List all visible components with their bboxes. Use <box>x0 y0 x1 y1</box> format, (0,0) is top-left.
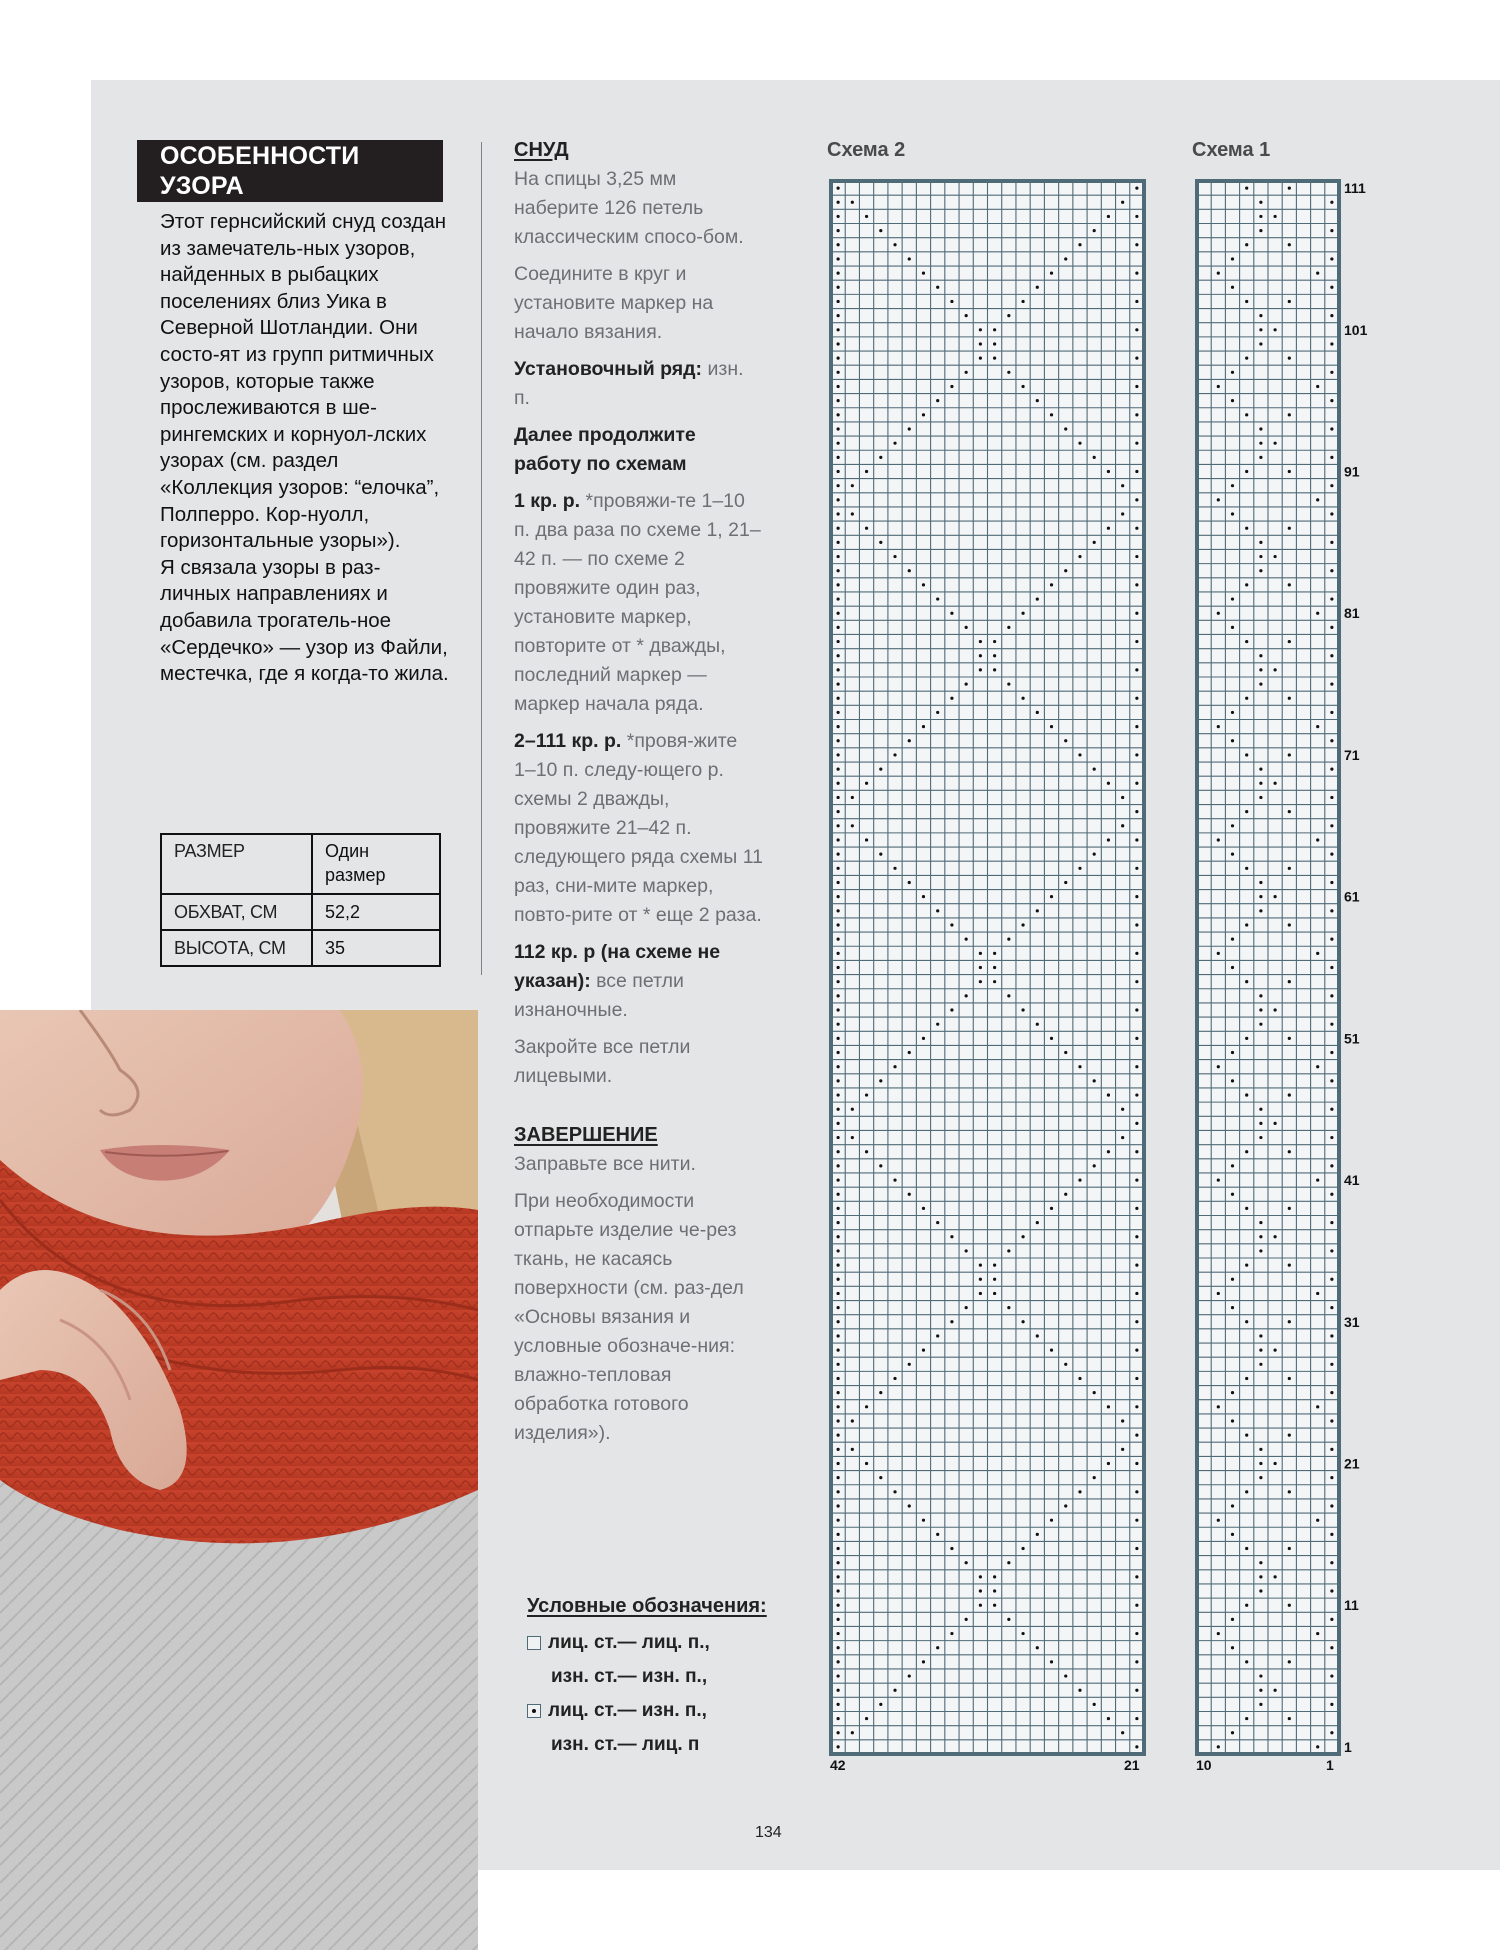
legend-purl-line2: изн. ст.— лиц. п <box>551 1734 700 1755</box>
height-label: ВЫСОТА, СМ <box>161 930 312 966</box>
snood-p8: Закройте все петли лицевыми. <box>514 1036 691 1087</box>
chart2-col-left: 42 <box>830 1757 846 1773</box>
size-header-label: РАЗМЕР <box>161 834 312 894</box>
size-header-value: Один размер <box>312 834 440 894</box>
finishing-p1: Заправьте все нити. <box>514 1153 696 1175</box>
chart2-col-right: 21 <box>1124 1757 1140 1773</box>
chart1-row-labels <box>1344 180 1368 1755</box>
row-label: 61 <box>1344 888 1360 905</box>
row1-text: *провяжи-те 1–10 п. два раза по схеме 1, 21–42 п. — по схеме 2 провяжите один раз, установите маркер, повторите от * дважды, последний маркер — маркер начала ряда. <box>514 490 761 715</box>
chart2-title: Схема 2 <box>827 139 906 161</box>
legend-purl-line1: лиц. ст.— изн. п., <box>548 1700 707 1721</box>
row-label: 21 <box>1344 1455 1360 1472</box>
row-label: 41 <box>1344 1172 1360 1189</box>
height-value: 35 <box>312 930 440 966</box>
row-label: 101 <box>1344 321 1368 338</box>
legend-knit-line2: изн. ст.— изн. п., <box>551 1666 708 1687</box>
page-number: 134 <box>755 1824 782 1841</box>
features-heading: ОСОБЕННОСТИ УЗОРА <box>137 140 443 202</box>
chart1-grid <box>1197 181 1339 1754</box>
row-label: 31 <box>1344 1313 1360 1330</box>
girth-label: ОБХВАТ, СМ <box>161 894 312 930</box>
chart2-grid <box>831 181 1144 1754</box>
row-label: 111 <box>1344 180 1366 197</box>
model-photo <box>0 1010 478 1950</box>
finishing-heading: ЗАВЕРШЕНИЕ <box>514 1124 658 1146</box>
legend-knit-line1: лиц. ст.— лиц. п., <box>548 1632 710 1653</box>
legend-title: Условные обозначения: <box>527 1595 767 1617</box>
features-paragraph: Этот гернсийский снуд создан из замечатель-ных узоров, найденных в рыбацких поселениях близ Уика в Северной Шотландии. Они состо-ят из групп ритмичных узоров, которые также прослеживаются в ше-рингемских и корнуол-лских узорах (см. раздел «Коллекция узоров: “елочка”, Полперро. Кор-нуолл, горизонтальные узоры»). <box>160 210 447 553</box>
finishing-p2: При необходимости отпарьте изделие че-рез ткань, не касаясь поверхности (см. раз-дел «Основы вязания и условные обозначе-ния: влажно-тепловая обработка готового изделия»). <box>514 1190 744 1444</box>
rows2-111-text: *провя-жите 1–10 п. следу-ющего р. схемы 2 дважды, провяжите 21–42 п. следующего ряда схемы 11 раз, сни-мите маркер, повто-рите от * еще 2 раза. <box>514 730 763 926</box>
features-paragraph-2: Я связала узоры в раз-личных направлениях и добавила трогатель-ное «Сердечко» — узор из Файли, местечка, где я когда-то жила. <box>160 555 449 686</box>
row-label: 1 <box>1344 1738 1352 1755</box>
row-label: 51 <box>1344 1030 1360 1047</box>
row112-text: все петли изнаночные. <box>514 970 684 1021</box>
chart1-title: Схема 1 <box>1192 139 1271 161</box>
snood-p2: Соедините в круг и установите маркер на начало вязания. <box>514 263 714 343</box>
row112-label: 112 кр. р (на схеме не указан): <box>514 941 721 992</box>
chart1-col-left: 10 <box>1196 1757 1212 1773</box>
snood-p1: На спицы 3,25 мм наберите 126 петель классическим спосо-бом. <box>514 168 744 248</box>
setup-row-label: Установочный ряд: <box>514 358 703 380</box>
girth-value: 52,2 <box>312 894 440 930</box>
rows2-111-label: 2–111 кр. р. <box>514 730 622 752</box>
setup-row-text: изн. п. <box>514 358 744 409</box>
continue-label: Далее продолжите работу по схемам <box>514 424 696 475</box>
row-label: 81 <box>1344 605 1360 622</box>
chart1-col-right: 1 <box>1326 1757 1334 1773</box>
row-label: 91 <box>1344 463 1360 480</box>
row-label: 11 <box>1344 1597 1359 1614</box>
row1-label: 1 кр. р. <box>514 490 581 512</box>
row-label: 71 <box>1344 746 1360 763</box>
snood-heading: СНУД <box>514 139 569 161</box>
